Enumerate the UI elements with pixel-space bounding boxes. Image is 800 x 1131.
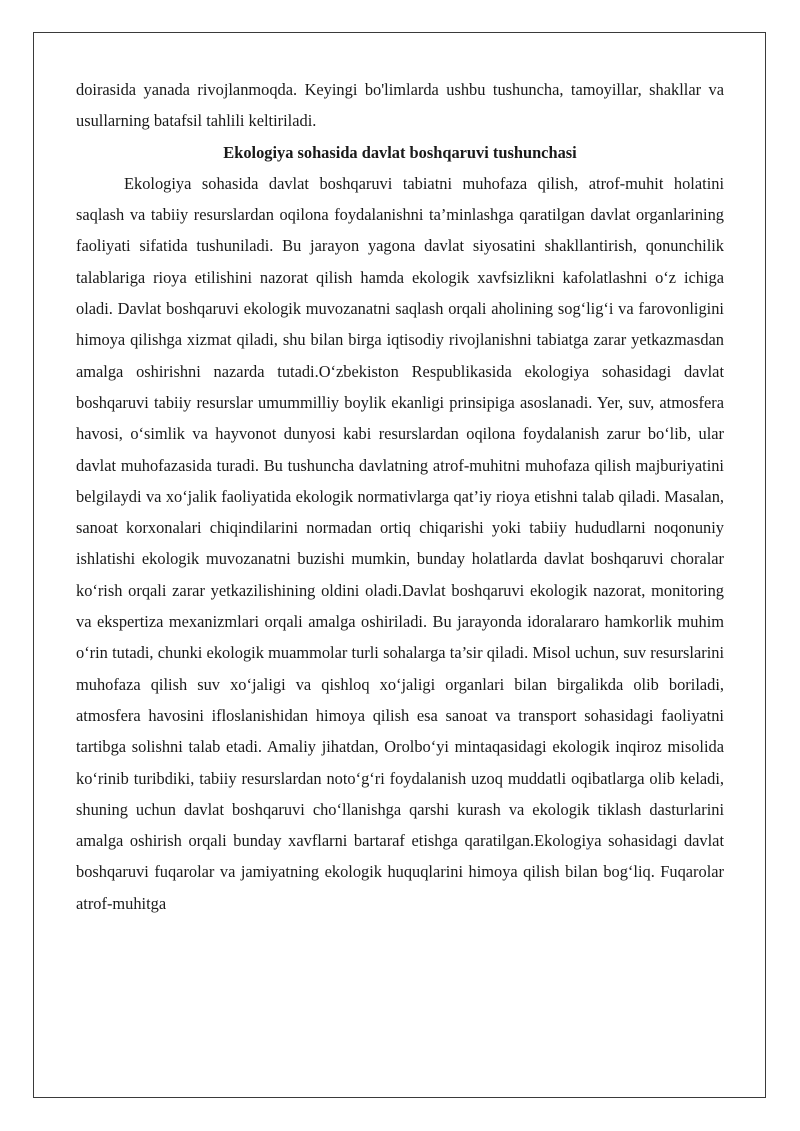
document-body (76, 74, 724, 919)
body-paragraph: Ekologiya sohasida davlat boshqaruvi tabiatni muhofaza qilish, atrof-muhit holatini saqlash va tabiiy resurslardan oqilona foydalanishni ta’minlashga qaratilgan davlat organlarining faoliyati sifatida tushuniladi. Bu jarayon yagona davlat siyosatini shakllantirish, qonunchilik talablariga rioya etilishini nazorat qilish hamda ekologik xavfsizlikni kafolatlashni o‘z ichiga oladi. Davlat boshqaruvi ekologik muvozanatni saqlash orqali aholining sog‘lig‘i va farovonligini himoya qilishga xizmat qiladi, shu bilan birga iqtisodiy rivojlanishni tabiatga zarar yetkazmasdan amalga oshirishni nazarda tutadi.O‘zbekiston Respublikasida ekologiya sohasidagi davlat boshqaruvi tabiiy resurslar umummilliy boylik ekanligi prinsipiga asoslanadi. Yer, suv, atmosfera havosi, o‘simlik va hayvonot dunyosi kabi resurslardan oqilona foydalanish zarur bo‘lib, ular davlat muhofazasida turadi. Bu tushuncha davlatning atrof-muhitni muhofaza qilish majburiyatini belgilaydi va xo‘jalik faoliyatida ekologik normativlarga qat’iy rioya etishni talab qiladi. Masalan, sanoat korxonalari chiqindilarini normadan ortiq chiqarishi yoki tabiiy hududlarni noqonuniy ishlatishi ekologik muvozanatni buzishi mumkin, bunday holatlarda davlat boshqaruvi choralar ko‘rish orqali zarar yetkazilishining oldini oladi.Davlat boshqaruvi ekologik nazorat, monitoring va ekspertiza mexanizmlari orqali amalga oshiriladi. Bu jarayonda idoralararo hamkorlik muhim o‘rin tutadi, chunki ekologik muammolar turli sohalarga ta’sir qiladi. Misol uchun, suv resurslarini muhofaza qilish suv xo‘jaligi va qishloq xo‘jaligi organlari bilan birgalikda olib boriladi, atmosfera havosini ifloslanishidan himoya qilish esa sanoat va transport sohasidagi faoliyatni tartibga solishni talab etadi. Amaliy jihatdan, Orolbo‘yi mintaqasidagi ekologik inqiroz misolida ko‘rinib turibdiki, tabiiy resurslardan noto‘g‘ri foydalanish uzoq muddatli oqibatlarga olib keladi, shuning uchun davlat boshqaruvi cho‘llanishga qarshi kurash va ekologik tiklash dasturlarini amalga oshirish orqali bunday xavflarni bartaraf etishga qaratilgan.Ekologiya sohasidagi davlat boshqaruvi fuqarolar va jamiyatning ekologik huquqlarini himoya qilish bilan bog‘liq. Fuqarolar atrof-muhitga (76, 173, 724, 913)
section-heading: Ekologiya sohasida davlat boshqaruvi tushunchasi (223, 142, 577, 162)
intro-paragraph-end: doirasida yanada rivojlanmoqda. Keyingi bo'limlarda ushbu tushuncha, tamoyillar, shakllar va usullarning batafsil tahlili keltiriladi. (76, 80, 724, 131)
